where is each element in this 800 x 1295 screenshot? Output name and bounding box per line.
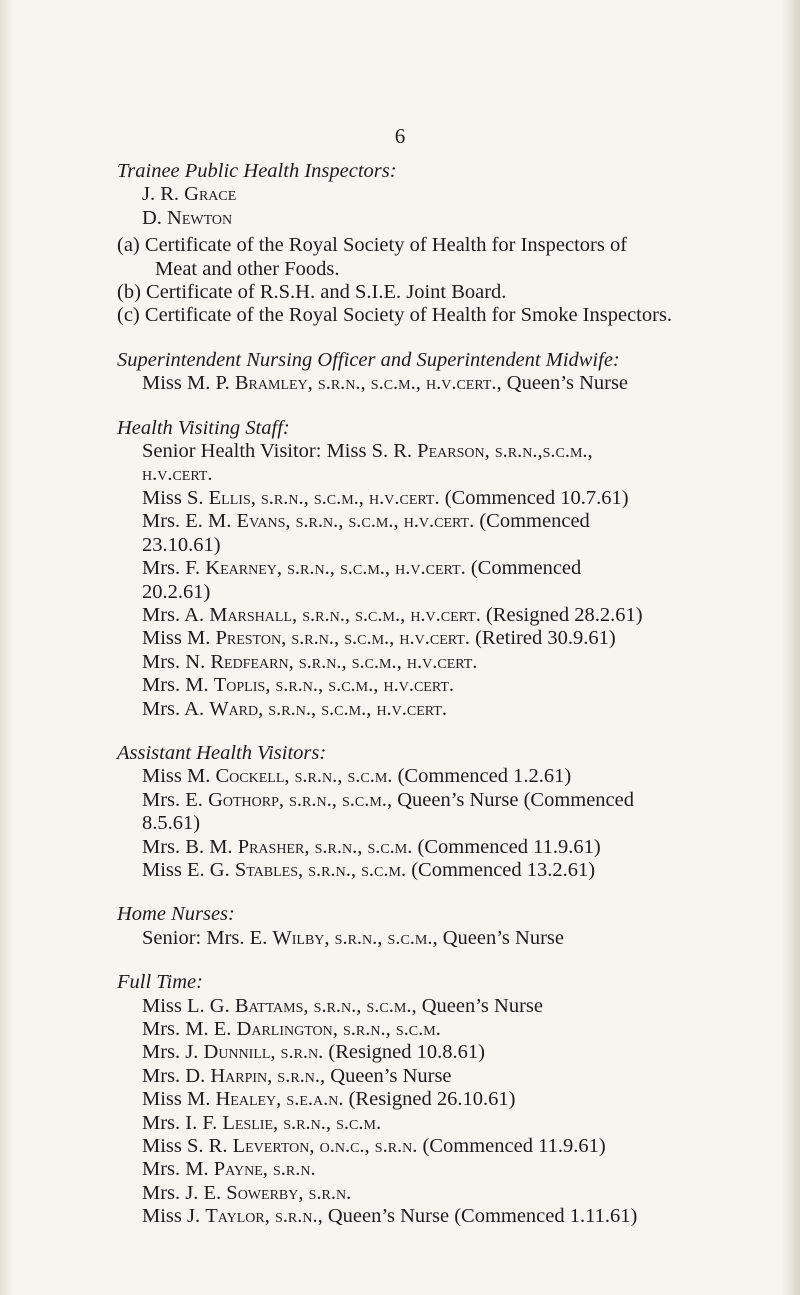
staff-note: (Commenced 11.9.61) (412, 835, 601, 858)
section-superintendent (117, 349, 767, 396)
trainee-name: J. R. Grace (142, 183, 237, 206)
staff-qualifications: , s.r.n. (270, 1041, 324, 1064)
staff-list (117, 765, 767, 882)
staff-title: Mrs. B. M. (142, 835, 238, 858)
staff-title: Miss S. R. (142, 1135, 233, 1158)
document-body (117, 160, 767, 1250)
staff-qualifications: , s.r.n., s.c.m., h.v.cert. (258, 697, 447, 720)
staff-surname: Battams (234, 994, 304, 1017)
staff-surname: Payne (213, 1158, 263, 1181)
staff-qualifications: , s.r.n., s.c.m., h.v.cert. (276, 557, 466, 580)
staff-qualifications: , s.r.n., s.c.m. (324, 926, 433, 949)
staff-qualifications: , s.r.n., s.c.m., h.v.cert. (281, 627, 470, 650)
staff-note: (Commenced 11.9.61) (417, 1135, 606, 1158)
staff-title: Mrs. M. E. (142, 1018, 237, 1040)
staff-surname: Evans (236, 510, 286, 533)
staff-note-continued: 23.10.61) (142, 533, 221, 556)
staff-entry (117, 1135, 767, 1158)
staff-title: Mrs. A. (142, 697, 210, 720)
staff-qualifications: , s.r.n., s.c.m. (273, 1111, 382, 1134)
staff-note: (Commenced 10.7.61) (439, 486, 629, 509)
staff-title: Mrs. E. M. (142, 510, 237, 533)
staff-surname: Bramley (234, 372, 308, 395)
section-heading: Health Visiting Staff: (117, 416, 290, 439)
staff-surname: Prasher (237, 835, 305, 858)
staff-note: (Resigned 28.2.61) (480, 603, 643, 626)
staff-surname: Pearson (417, 440, 485, 463)
page-edge-left (0, 0, 14, 1295)
section-home-nurses (117, 903, 767, 950)
note-item (117, 304, 767, 327)
staff-note: (Commenced 1.2.61) (392, 765, 572, 788)
staff-qualifications: , s.r.n., s.c.m. (303, 994, 412, 1017)
staff-entry (117, 1018, 767, 1041)
note-label: (b) (117, 281, 141, 304)
staff-surname: Ward (209, 697, 259, 720)
staff-list (117, 487, 767, 721)
staff-surname: Kearney (205, 557, 277, 580)
staff-note-continued: 8.5.61) (142, 812, 201, 835)
staff-title: Mrs. E. (142, 788, 209, 811)
section-health-visiting-staff (117, 417, 767, 721)
section-heading: Trainee Public Health Inspectors: (117, 160, 397, 182)
staff-title: Mrs. M. (142, 1158, 214, 1181)
note-text: Certificate of R.S.H. and S.I.E. Joint Board. (146, 281, 507, 304)
staff-qualifications: , s.r.n., s.c.m., h.v.cert. (250, 486, 440, 509)
staff-title: Miss S. (142, 486, 209, 509)
staff-title: Mrs. J. E. (142, 1181, 227, 1204)
staff-entry (117, 674, 767, 697)
staff-surname: Cockell (215, 765, 285, 788)
staff-surname: Redfearn (210, 650, 289, 673)
staff-qualifications: , s.r.n. (298, 1181, 352, 1204)
staff-note: , Queen’s Nurse (496, 372, 629, 395)
note-text-continued: Meat and other Foods. (155, 257, 340, 280)
staff-entry (117, 627, 767, 650)
staff-qualifications: , s.r.n. (267, 1064, 321, 1087)
staff-note: , Queen’s Nurse (Commenced (386, 788, 635, 811)
staff-title: Miss J. (142, 1205, 206, 1228)
staff-qualifications: , s.r.n., s.c.m., h.v.cert. (288, 650, 478, 673)
staff-note-continued: 20.2.61) (142, 580, 211, 603)
staff-entry (117, 836, 767, 859)
staff-surname: Sowerby (226, 1181, 299, 1204)
staff-qualifications: , s.r.n., s.c.m., h.v.cert. (292, 603, 481, 626)
staff-list (117, 995, 767, 1229)
staff-qualifications: , s.e.a.n. (276, 1088, 344, 1111)
staff-surname: Gothorp (208, 788, 279, 811)
staff-entry (117, 651, 767, 674)
staff-note: (Resigned 26.10.61) (343, 1088, 516, 1111)
staff-title: Miss M. (142, 627, 216, 650)
note-label: (a) (117, 234, 140, 257)
staff-note: , Queen’s Nurse (411, 994, 543, 1017)
staff-entry (117, 510, 767, 533)
staff-qualifications: , s.r.n., s.c.m. (278, 788, 387, 811)
staff-title: Mrs. M. (142, 674, 214, 697)
staff-entry (117, 604, 767, 627)
staff-qualifications-continued: h.v.cert. (142, 463, 213, 486)
staff-surname: Harpin (210, 1064, 268, 1087)
staff-surname: Toplis (213, 674, 266, 697)
staff-entry (117, 698, 767, 721)
staff-title: Miss M. P. (142, 372, 235, 395)
staff-title: Mrs. I. F. (142, 1111, 223, 1134)
staff-title: Mrs. A. (142, 603, 210, 626)
staff-title: Senior: Mrs. E. (142, 926, 273, 949)
note-label: (c) (117, 304, 140, 327)
staff-entry (117, 1182, 767, 1205)
staff-entry (117, 487, 767, 510)
section-heading: Assistant Health Visitors: (117, 741, 327, 764)
staff-note: , Queen’s Nurse (432, 926, 564, 949)
staff-qualifications: , s.r.n., s.c.m., h.v.cert. (265, 674, 455, 697)
staff-entry (117, 1088, 767, 1111)
staff-title: Miss L. G. (142, 994, 235, 1017)
staff-entry (117, 765, 767, 788)
staff-title: Mrs. J. (142, 1041, 204, 1064)
staff-note: (Commenced 13.2.61) (406, 858, 596, 881)
note-item (117, 281, 767, 304)
note-text: Certificate of the Royal Society of Health for Inspectors of (144, 234, 628, 257)
staff-surname: Leverton (232, 1135, 310, 1158)
staff-qualifications: , o.n.c., s.r.n. (309, 1135, 418, 1158)
staff-note: (Resigned 10.8.61) (323, 1041, 485, 1064)
staff-surname: Taylor (205, 1205, 265, 1228)
trainee-name: D. Newton (142, 206, 233, 229)
staff-note: , Queen’s Nurse (320, 1064, 452, 1087)
staff-title: Mrs. F. (142, 557, 206, 580)
staff-entry (117, 859, 767, 882)
staff-surname: Darlington (236, 1018, 333, 1040)
staff-surname: Preston (215, 627, 282, 650)
qualification-notes (117, 234, 767, 328)
staff-note: (Commenced (465, 557, 582, 580)
staff-qualifications: , s.r.n., s.c.m., h.v.cert. (307, 372, 497, 395)
staff-surname: Ellis (208, 486, 251, 509)
staff-qualifications: , s.r.n.,s.c.m., (484, 440, 593, 463)
staff-entry-senior (117, 927, 767, 950)
note-text: Certificate of the Royal Society of Health for Smoke Inspectors. (144, 304, 673, 327)
staff-qualifications: , s.r.n., s.c.m. (332, 1018, 441, 1040)
staff-entry (117, 557, 767, 580)
staff-note: (Retired 30.9.61) (469, 627, 616, 650)
staff-entry (117, 1158, 767, 1181)
section-assistant-health-visitors (117, 742, 767, 882)
staff-entry (117, 1205, 767, 1228)
section-heading: Superintendent Nursing Officer and Superintendent Midwife: (117, 348, 620, 371)
staff-surname: Stables (234, 858, 299, 881)
staff-surname: Leslie (222, 1111, 274, 1134)
staff-entry-senior (117, 440, 767, 463)
staff-surname: Healey (215, 1088, 277, 1111)
staff-surname: Dunnill (203, 1041, 271, 1064)
page-number: 6 (394, 124, 406, 148)
staff-entry (117, 1065, 767, 1088)
staff-qualifications: , s.r.n., s.c.m. (284, 765, 393, 788)
staff-surname: Wilby (272, 926, 325, 949)
staff-entry (117, 372, 767, 395)
staff-qualifications: , s.r.n., s.c.m. (304, 835, 413, 858)
staff-title: Miss M. (142, 765, 216, 788)
staff-entry (117, 1041, 767, 1064)
staff-title: Miss E. G. (142, 858, 235, 881)
section-full-time (117, 971, 767, 1228)
staff-title: Senior Health Visitor: Miss S. R. (142, 440, 418, 463)
staff-note: , Queen’s Nurse (Commenced 1.11.61) (317, 1205, 638, 1228)
staff-title: Mrs. D. (142, 1064, 211, 1087)
staff-entry (117, 1112, 767, 1135)
section-heading: Home Nurses: (117, 903, 235, 926)
staff-qualifications: , s.r.n. (262, 1158, 316, 1181)
staff-note: (Commenced (474, 510, 590, 533)
staff-qualifications: , s.r.n., s.c.m. (298, 858, 407, 881)
section-heading: Full Time: (117, 971, 203, 994)
page-edge-right (782, 0, 800, 1295)
staff-entry (117, 995, 767, 1018)
note-item (117, 234, 767, 257)
staff-qualifications: , s.r.n. (264, 1205, 318, 1228)
section-trainee-inspectors (117, 160, 767, 328)
staff-title: Mrs. N. (142, 650, 211, 673)
staff-entry (117, 789, 767, 812)
staff-surname: Marshall (209, 603, 293, 626)
staff-title: Miss M. (142, 1088, 216, 1111)
staff-qualifications: , s.r.n., s.c.m., h.v.cert. (285, 510, 475, 533)
